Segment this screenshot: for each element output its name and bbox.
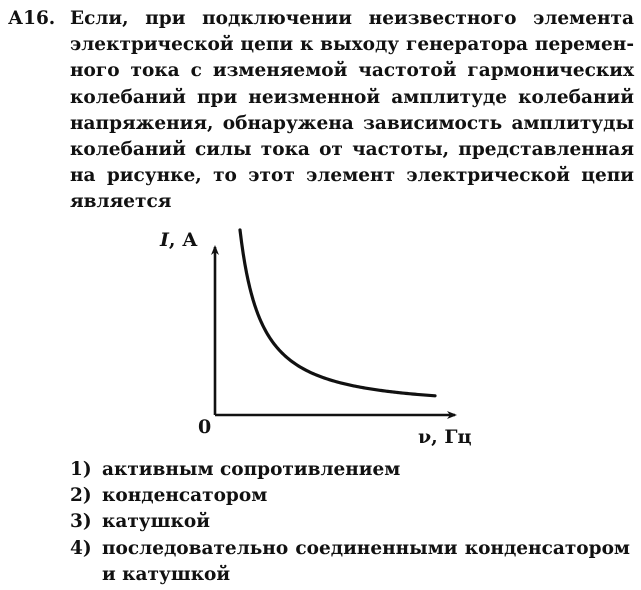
answer-text: конденсатором bbox=[102, 485, 268, 507]
answer-list bbox=[70, 457, 630, 588]
answer-option-3[interactable] bbox=[70, 509, 630, 535]
answer-number: 2) bbox=[70, 485, 92, 507]
y-axis-label bbox=[159, 229, 198, 251]
chart-svg bbox=[150, 212, 490, 462]
answer-text: катушкой bbox=[102, 511, 210, 533]
answer-number: 4) bbox=[70, 537, 92, 559]
current-curve bbox=[240, 230, 435, 396]
answer-text: активным сопротивлением bbox=[102, 459, 401, 480]
y-axis-unit: , А bbox=[168, 229, 198, 251]
question-block bbox=[8, 6, 634, 216]
current-frequency-chart bbox=[150, 212, 490, 462]
x-axis-label: ν, Гц bbox=[418, 426, 472, 448]
answer-option-4[interactable] bbox=[70, 536, 630, 588]
question-text: Если, при подключении неизвестного элемента электрической цепи к выходу генератора переменного тока с изменяемой частотой гармонических колебаний при неизменной амплитуде колебаний напряжения, обнаружена зависимость амплитуды колебаний силы тока от частоты, представленная на рисунке, то этот элемент электрической цепи является bbox=[70, 8, 634, 213]
answer-number: 3) bbox=[70, 511, 92, 533]
answer-option-2[interactable] bbox=[70, 483, 630, 509]
answer-number: 1) bbox=[70, 459, 92, 480]
question-number: А16. bbox=[8, 8, 56, 29]
answer-option-1[interactable] bbox=[70, 457, 630, 483]
answer-text: последовательно соединенными конденсатором и катушкой bbox=[102, 537, 630, 585]
y-axis-symbol: I bbox=[160, 229, 169, 251]
origin-label: 0 bbox=[198, 416, 212, 438]
